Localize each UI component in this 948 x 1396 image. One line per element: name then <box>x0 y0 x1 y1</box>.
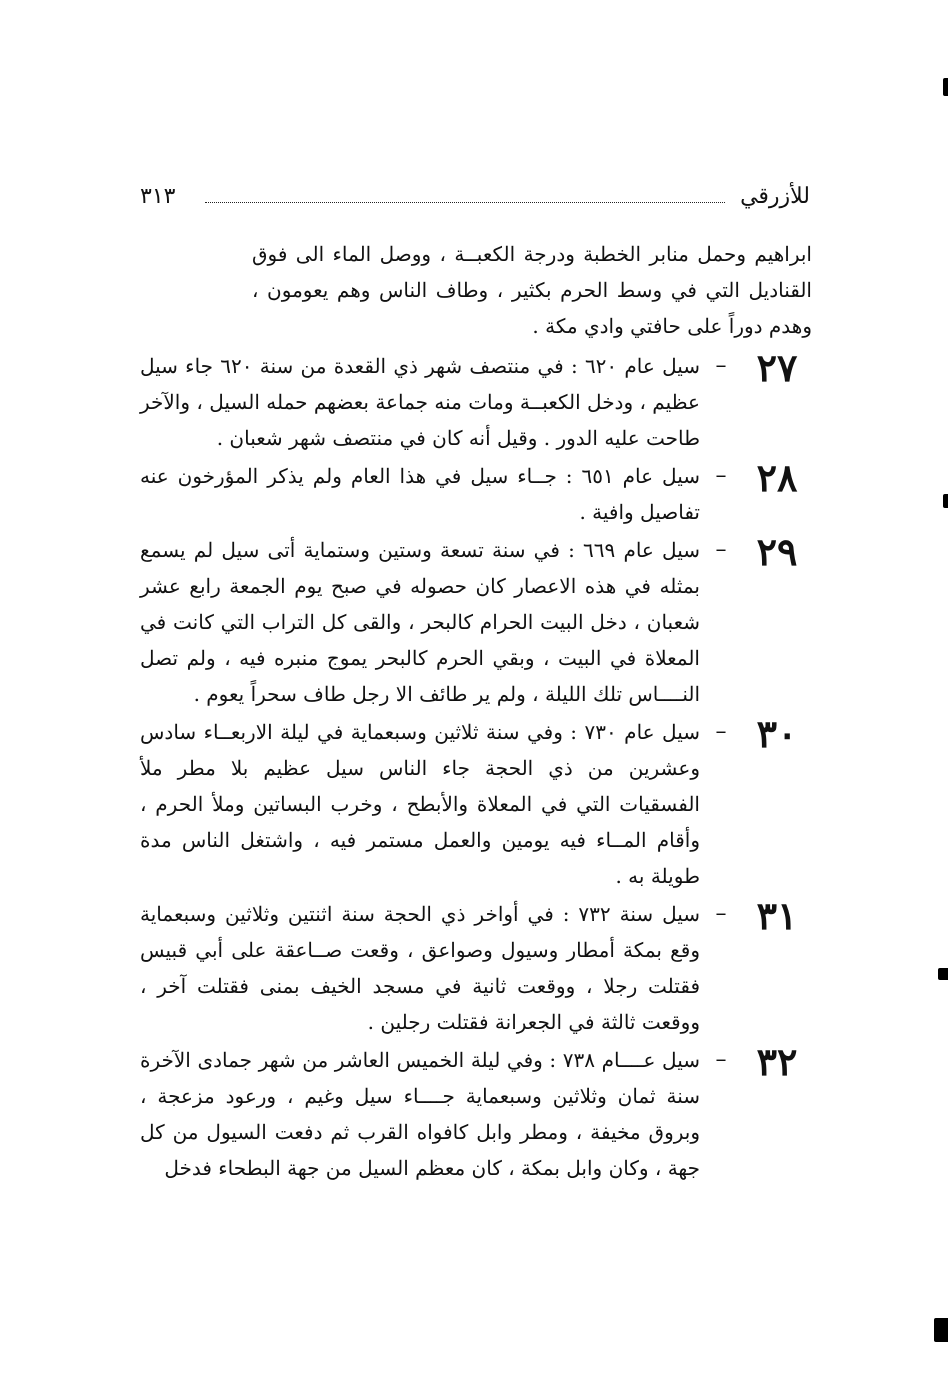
entry-number: ٢٨ <box>756 455 798 500</box>
header-dotted-rule <box>205 202 725 203</box>
entry-number: ٢٧ <box>756 345 798 390</box>
body-text <box>140 236 812 1188</box>
entry-text: سيل عام ٦٥١ : جــاء سيل في هذا العام ولم يذكر المؤرخون عنه تفاصيل وافية . <box>140 464 700 524</box>
entry-text: سيل عام ٦٦٩ : في سنة تسعة وستين وستماية أتى سيل لم يسمع بمثله في هذه الاعصار كان حصوله في صبح يوم الجمعة رابع عشر شعبان ، دخل البيت الحرام كالبحر ، والقى كل التراب التي كانت في المعلاة في البيت ، وبقي الحرم كالبحر يموج منبره فيه ، ولم تصل النــــاس تلك الليلة ، ولم ير طائف الا رجل طاف سحراً يعوم . <box>140 538 700 706</box>
entry-number: ٣١ <box>756 893 798 938</box>
entry-32 <box>140 1039 812 1186</box>
entry-30 <box>140 711 812 894</box>
entry-dash: – <box>715 1047 727 1072</box>
entry-number: ٢٩ <box>756 529 798 574</box>
page-number: ٣١٣ <box>140 184 176 209</box>
entry-27 <box>140 345 812 456</box>
entry-28 <box>140 455 812 530</box>
entry-29 <box>140 529 812 712</box>
scan-edge-mark <box>934 1318 948 1342</box>
entry-31 <box>140 893 812 1040</box>
scan-edge-mark <box>943 494 948 508</box>
intro-paragraph: ابراهيم وحمل منابر الخطبة ودرجة الكعبــة ، ووصل الماء الى فوق القناديل التي في وسط الحرم بكثير ، وطاف الناس وهم يعومون ، وهدم دوراً على حافتي وادي مكة . <box>252 242 812 338</box>
running-title: للأزرقي <box>740 184 810 209</box>
page-header <box>140 180 810 220</box>
entry-text: سيل عام ٦٢٠ : في منتصف شهر ذي القعدة من سنة ٦٢٠ جاء سيل عظيم ، ودخل الكعبــة ومات منه جماعة بعضهم حمله السيل ، والآخر طاحت عليه الدور . وقيل أنه كان في منتصف شهر شعبان . <box>140 354 701 450</box>
entry-text: سيل عــــام ٧٣٨ : وفي ليلة الخميس العاشر من شهر جمادى الآخرة سنة ثمان وثلاثين وسبعماية جــــاء سيل وغيم ، ورعود مزعجة ، وبروق مخيفة ، ومطر وابل كافواه القرب ثم دفعت السيول من كل جهة ، وكان وابل بمكة ، كان معظم السيل من جهة البطحاء فدخل <box>140 1048 700 1180</box>
entry-dash: – <box>715 537 727 562</box>
entry-dash: – <box>715 901 727 926</box>
entry-dash: – <box>715 463 727 488</box>
entry-number: ٣٢ <box>756 1039 798 1084</box>
entry-dash: – <box>715 719 727 744</box>
scan-edge-mark <box>938 968 948 980</box>
entry-text: سيل عام ٧٣٠ : وفي سنة ثلاثين وسبعماية في ليلة الاربعــاء سادس وعشرين من ذي الحجة جاء الناس سيل عظيم بلا مطر ملأ الفسقيات التي في المعلاة والأبطح ، وخرب البساتين وملأ الحرم ، وأقام المــاء فيه يومين والعمل مستمر فيه ، واشتغل الناس مدة طويلة به . <box>140 720 700 888</box>
entry-text: سيل سنة ٧٣٢ : في أواخر ذي الحجة سنة اثنتين وثلاثين وسبعماية وقع بمكة أمطار وسيول وصواعق ، وقعت صــاعقة على أبي قبيس فقتلت رجلا ، ووقعت ثانية في مسجد الخيف بمنى فقتلت آخر ، ووقعت ثالثة في الجعرانة فقتلت رجلين . <box>140 902 701 1034</box>
scan-edge-mark <box>943 78 948 96</box>
entry-number: ٣٠ <box>756 711 798 756</box>
entry-dash: – <box>715 353 727 378</box>
